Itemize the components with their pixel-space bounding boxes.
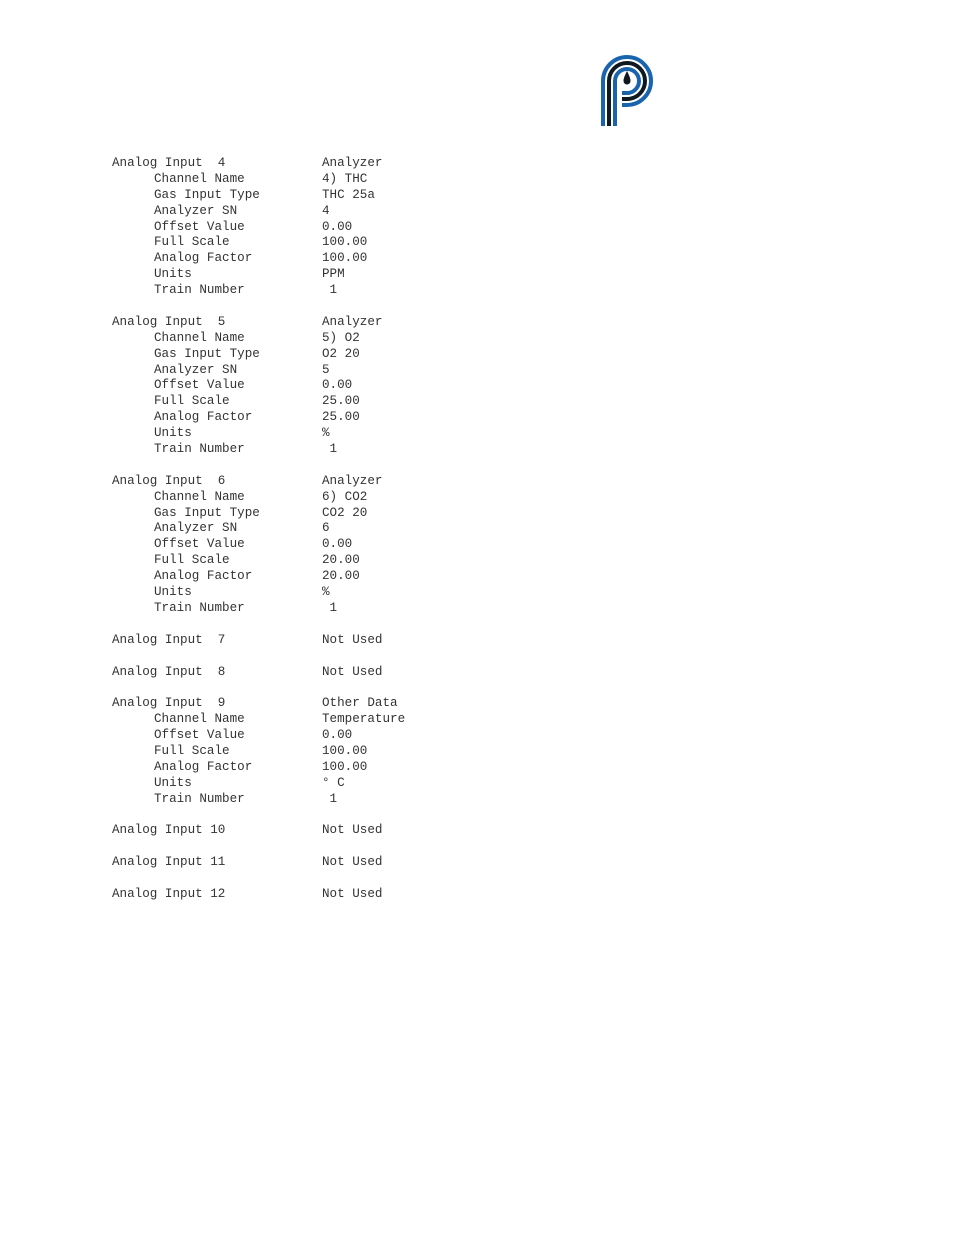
field-row (112, 569, 405, 585)
field-row (112, 204, 405, 220)
field-label: Analyzer SN (154, 521, 238, 536)
field-value: 25.00 (322, 410, 360, 425)
analog-input-block (112, 887, 405, 903)
analog-input-label: Analog Input 8 (112, 664, 226, 679)
field-label: Analyzer SN (154, 203, 238, 218)
field-label: Analog Factor (154, 251, 253, 266)
field-label: Train Number (154, 791, 245, 806)
analog-input-block (112, 315, 405, 458)
analog-input-type: Not Used (322, 855, 383, 870)
field-value: % (322, 426, 330, 441)
field-label: Train Number (154, 600, 245, 615)
analog-input-header (112, 633, 405, 649)
field-value: 4) THC (322, 171, 368, 186)
field-row (112, 521, 405, 537)
field-row (112, 378, 405, 394)
field-row (112, 506, 405, 522)
field-label: Train Number (154, 442, 245, 457)
field-label: Analyzer SN (154, 362, 238, 377)
analog-input-block (112, 633, 405, 649)
analog-input-type: Not Used (322, 823, 383, 838)
field-value: 0.00 (322, 728, 353, 743)
field-label: Analog Factor (154, 569, 253, 584)
field-row (112, 537, 405, 553)
field-value: 4 (322, 203, 330, 218)
analog-input-block (112, 665, 405, 681)
analog-input-type: Not Used (322, 632, 383, 647)
field-value: Temperature (322, 712, 406, 727)
analog-input-label: Analog Input 10 (112, 823, 226, 838)
analog-input-type: Analyzer (322, 156, 383, 170)
field-row (112, 331, 405, 347)
analog-input-block (112, 474, 405, 617)
field-row (112, 347, 405, 363)
field-row (112, 490, 405, 506)
field-label: Train Number (154, 283, 245, 298)
field-value: % (322, 585, 330, 600)
field-value: 100.00 (322, 743, 368, 758)
field-row (112, 442, 405, 458)
analog-input-label: Analog Input 6 (112, 473, 226, 488)
field-value: 25.00 (322, 394, 360, 409)
field-value: 0.00 (322, 537, 353, 552)
field-row (112, 426, 405, 442)
field-value: 0.00 (322, 378, 353, 393)
analog-input-header (112, 665, 405, 681)
field-label: Channel Name (154, 489, 245, 504)
field-label: Offset Value (154, 537, 245, 552)
field-value: 6 (322, 521, 330, 536)
field-label: Units (154, 426, 192, 441)
field-value: 1 (322, 600, 338, 615)
field-label: Gas Input Type (154, 187, 260, 202)
analog-input-type: Other Data (322, 696, 398, 711)
field-row (112, 553, 405, 569)
field-row (112, 792, 405, 808)
analog-input-type: Not Used (322, 886, 383, 901)
field-label: Full Scale (154, 394, 230, 409)
analog-input-label: Analog Input 7 (112, 632, 226, 647)
field-row (112, 744, 405, 760)
field-label: Units (154, 585, 192, 600)
field-row (112, 283, 405, 299)
field-label: Channel Name (154, 171, 245, 186)
analog-input-header (112, 696, 405, 712)
field-value: 100.00 (322, 759, 368, 774)
field-label: Analog Factor (154, 759, 253, 774)
field-value: 5 (322, 362, 330, 377)
field-value: 100.00 (322, 251, 368, 266)
field-value: CO2 20 (322, 505, 368, 520)
field-label: Channel Name (154, 330, 245, 345)
field-row (112, 363, 405, 379)
field-value: 100.00 (322, 235, 368, 250)
field-row (112, 585, 405, 601)
field-row (112, 172, 405, 188)
field-row (112, 712, 405, 728)
field-value: 1 (322, 442, 338, 457)
field-value: 5) O2 (322, 330, 360, 345)
field-label: Channel Name (154, 712, 245, 727)
field-label: Units (154, 775, 192, 790)
field-row (112, 394, 405, 410)
field-label: Gas Input Type (154, 505, 260, 520)
analog-input-report (112, 156, 405, 919)
field-label: Gas Input Type (154, 346, 260, 361)
field-row (112, 728, 405, 744)
analog-input-block (112, 156, 405, 299)
field-row (112, 776, 405, 792)
field-value: 1 (322, 283, 338, 298)
field-row (112, 267, 405, 283)
field-label: Offset Value (154, 378, 245, 393)
field-value: 20.00 (322, 553, 360, 568)
analog-input-block (112, 696, 405, 807)
analog-input-type: Not Used (322, 664, 383, 679)
analog-input-label: Analog Input 4 (112, 156, 226, 170)
field-row (112, 220, 405, 236)
field-value: THC 25a (322, 187, 375, 202)
field-label: Offset Value (154, 219, 245, 234)
field-value: 20.00 (322, 569, 360, 584)
field-label: Units (154, 267, 192, 282)
field-value: O2 20 (322, 346, 360, 361)
field-label: Full Scale (154, 743, 230, 758)
analog-input-header (112, 823, 405, 839)
field-label: Analog Factor (154, 410, 253, 425)
field-row (112, 188, 405, 204)
field-row (112, 235, 405, 251)
analog-input-header (112, 474, 405, 490)
field-row (112, 601, 405, 617)
field-label: Full Scale (154, 553, 230, 568)
analog-input-header (112, 156, 405, 172)
field-value: 0.00 (322, 219, 353, 234)
analog-input-type: Analyzer (322, 473, 383, 488)
field-value: ° C (322, 775, 345, 790)
analog-input-label: Analog Input 11 (112, 855, 226, 870)
company-logo (600, 54, 654, 128)
analog-input-header (112, 855, 405, 871)
field-row (112, 410, 405, 426)
field-row (112, 760, 405, 776)
analog-input-label: Analog Input 12 (112, 886, 226, 901)
analog-input-block (112, 823, 405, 839)
analog-input-header (112, 315, 405, 331)
field-value: 6) CO2 (322, 489, 368, 504)
field-value: PPM (322, 267, 345, 282)
analog-input-label: Analog Input 5 (112, 314, 226, 329)
field-label: Full Scale (154, 235, 230, 250)
analog-input-header (112, 887, 405, 903)
field-row (112, 251, 405, 267)
field-value: 1 (322, 791, 338, 806)
analog-input-label: Analog Input 9 (112, 696, 226, 711)
analog-input-block (112, 855, 405, 871)
field-label: Offset Value (154, 728, 245, 743)
analog-input-type: Analyzer (322, 314, 383, 329)
